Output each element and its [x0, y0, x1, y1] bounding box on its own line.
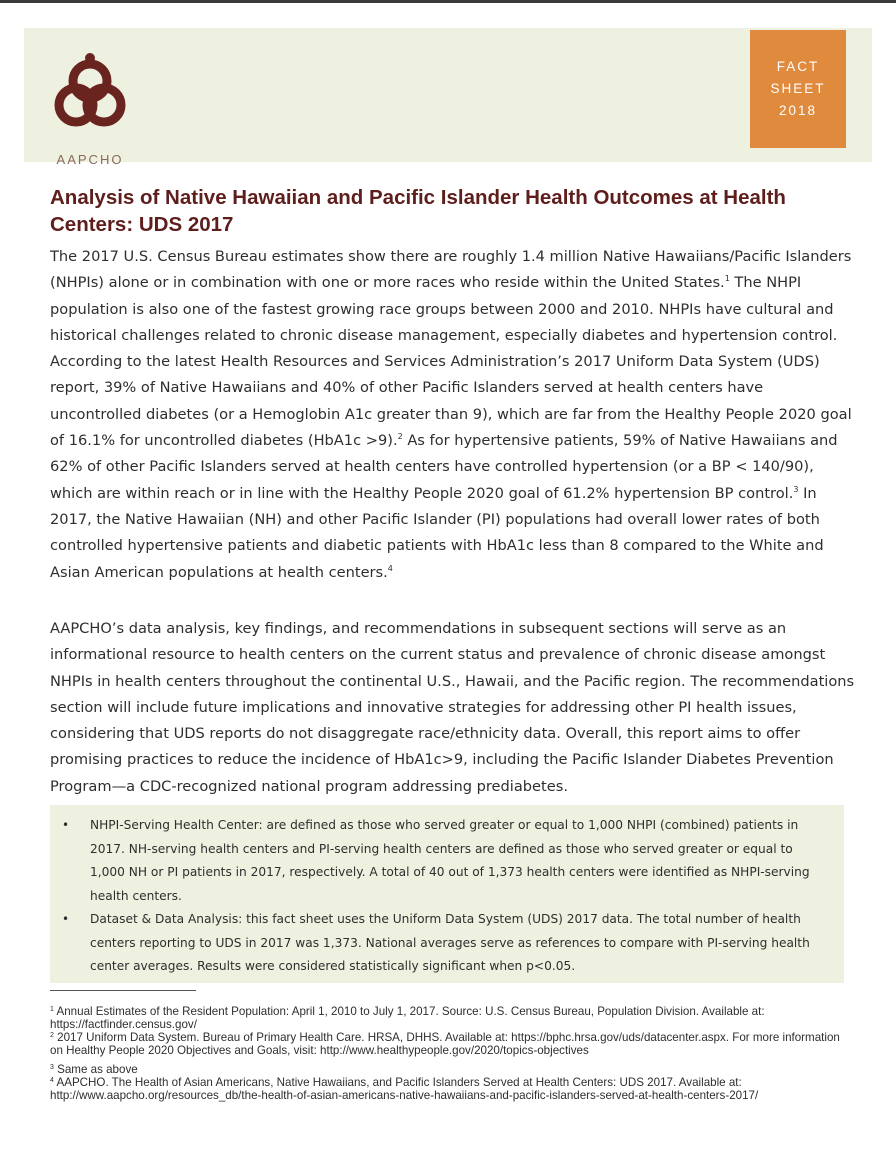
footnote-text: Annual Estimates of the Resident Population: April 1, 2010 to July 1, 2017. Source: U.S. Census Bureau, Population Division. Available at: https://factfinder.census.gov/ [50, 1005, 765, 1031]
top-border [0, 0, 896, 3]
footnote-ref-2: 2 [397, 432, 403, 442]
analysis-paragraph: AAPCHO’s data analysis, key findings, and recommendations in subsequent sections will serve as an informational resource to health centers on the current status and prevalence of chronic disease amongst NHPIs in health centers throughout the continental U.S., Hawaii, and the Pacific region. The recommendations section will include future implications and innovative strategies for addressing other PI health issues, considering that UDS reports do not disaggregate race/ethnicity data. Overall, this report aims to offer promising practices to reduce the incidence of HbA1c>9, including the Pacific Islander Diabetes Prevention Program—a CDC-recognized national program addressing prediabetes. [50, 620, 855, 795]
footnote-ref-3: 3 [793, 484, 799, 494]
bullet-icon: • [62, 818, 70, 832]
footnote-number: 3 [50, 1064, 54, 1071]
header-band [24, 28, 872, 167]
footnote-number: 1 [50, 1006, 54, 1013]
logo-wordmark: AAPCHO [56, 152, 124, 167]
definitions-box [50, 805, 844, 983]
intro-text-b: The NHPI population is also one of the fastest growing race groups between 2000 and 2010. NHPIs have cultural and historical challenges related to chronic disease management, especially diabetes and hypertension control. According to the latest Health Resources and Services Administration’s 2017 Uniform Data System (UDS) report, 39% of Native Hawaiians and 40% of other Pacific Islanders served at health centers have uncontrolled diabetes (or a Hemoglobin A1c greater than 9), which are far from the Healthy People 2020 goal of 16.1% for uncontrolled diabetes (HbA1c >9). [50, 274, 852, 450]
aapcho-logo [50, 50, 130, 167]
footnote-text: 2017 Uniform Data System. Bureau of Primary Health Care. HRSA, DHHS. Available at: https://bphc.hrsa.gov/uds/datacenter.aspx. For more information on Healthy People 2020 Objectives and Goals, visit: http://www.healthypeople.gov/2020/topics-objectives [50, 1031, 840, 1057]
footnote-ref-1: 1 [724, 274, 730, 284]
footnote-ref-4: 4 [387, 563, 393, 573]
footnote [50, 1064, 850, 1077]
definition-note: NHPI-Serving Health Center: are defined as those who served greater or equal to 1,000 NHPI (combined) patients in 2017. NH-serving health centers and PI-serving health centers are defined as those who served greater or equal to 1,000 NH or PI patients in 2017, respectively. A total of 40 out of 1,373 health centers were identified as NHPI-serving health centers. [90, 818, 810, 903]
footnote-divider [50, 990, 196, 991]
triple-ring-logo-icon [52, 50, 128, 146]
fact-sheet-badge [750, 30, 846, 148]
badge-line-2: SHEET [770, 81, 826, 96]
page-title: Analysis of Native Hawaiian and Pacific Islander Health Outcomes at Health Centers: UDS 2017 [50, 186, 786, 236]
footnote-number: 4 [50, 1077, 54, 1084]
footnote-text: Same as above [53, 1063, 138, 1076]
footnote-number: 2 [50, 1032, 54, 1039]
intro-text-d: In 2017, the Native Hawaiian (NH) and other Pacific Islander (PI) populations had overall lower rates of both controlled hypertensive patients and diabetic patients with HbA1c less than 8 compared to the White and Asian American populations at health centers. [50, 484, 824, 581]
definition-note: Dataset & Data Analysis: this fact sheet uses the Uniform Data System (UDS) 2017 data. The total number of health centers reporting to UDS in 2017 was 1,373. National averages serve as references to compare with PI-serving health center averages. Results were considered statistically significant when p<0.05. [90, 912, 810, 973]
footnote [50, 1006, 850, 1031]
intro-text-c: As for hypertensive patients, 59% of Native Hawaiians and 62% of other Pacific Islanders served at health centers have controlled hypertension (or a BP < 140/90), which are within reach or in line with the Healthy People 2020 goal of 61.2% hypertension BP control. [50, 432, 838, 502]
footnote-text: AAPCHO. The Health of Asian Americans, Native Hawaiians, and Pacific Islanders Served at Health Centers: UDS 2017. Available at: http://www.aapcho.org/resources_db/the-health-of-asian-americans-native-hawaiians-and-pacific-islanders-served-at-health-centers-2017/ [50, 1076, 759, 1102]
footnote [50, 1032, 850, 1057]
bullet-icon: • [62, 912, 70, 926]
footnote [50, 1077, 850, 1102]
intro-text-a: The 2017 U.S. Census Bureau estimates show there are roughly 1.4 million Native Hawaiians/Pacific Islanders (NHPIs) alone or in combination with one or more races who reside within the United States. [50, 248, 852, 292]
intro-paragraph [50, 244, 858, 586]
badge-line-3: 2018 [778, 103, 818, 118]
badge-line-1: FACT [776, 59, 820, 74]
